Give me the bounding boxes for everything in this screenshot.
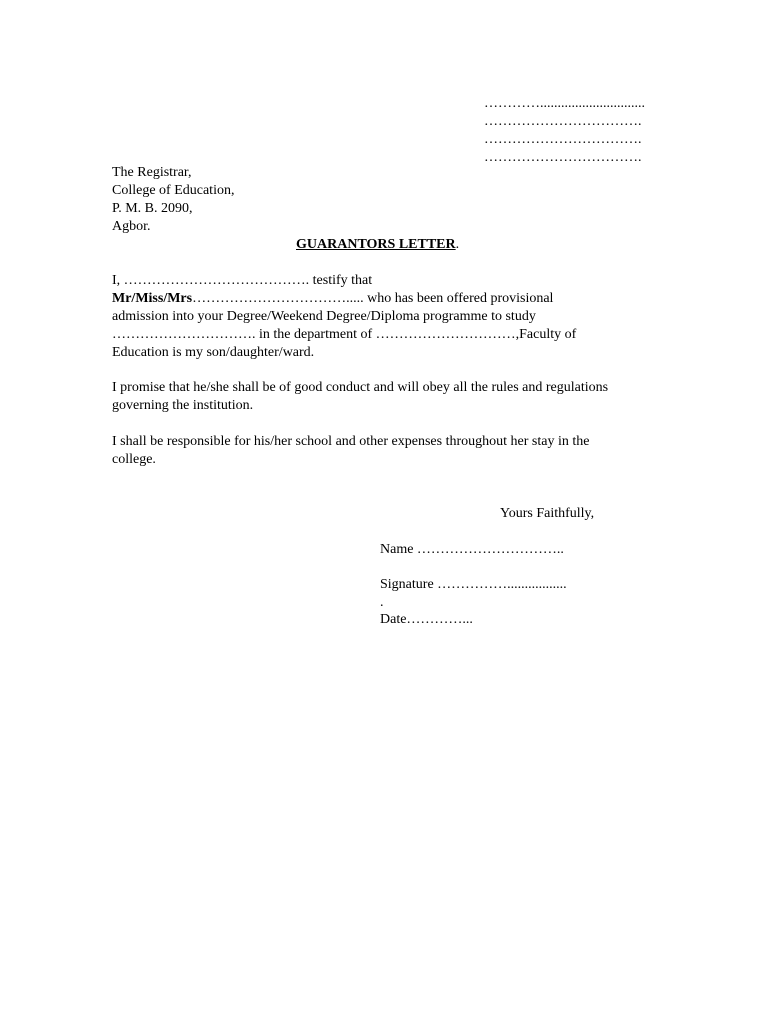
letter-heading	[296, 236, 459, 254]
paragraph1-line-5: Education is my son/daughter/ward.	[112, 345, 315, 360]
paragraph2-line-1: I promise that he/she shall be of good conduct and will obey all the rules and regulations	[112, 380, 609, 395]
paragraph2-line-2: governing the institution.	[112, 398, 254, 413]
paragraph1-line-3: admission into your Degree/Weekend Degree/Diploma programme to study	[112, 309, 536, 324]
recipient-line-3: P. M. B. 2090,	[112, 201, 193, 216]
recipient-line-4: Agbor.	[112, 219, 151, 234]
sender-address-line-4: …………………………….	[484, 150, 642, 165]
valediction: Yours Faithfully,	[500, 506, 595, 521]
sender-address-line-3: …………………………….	[484, 132, 642, 147]
recipient-line-1: The Registrar,	[112, 165, 192, 180]
paragraph1-line-4: …………………………. in the department of …………………………,Faculty of	[112, 327, 577, 342]
date-line: Date…………...	[380, 612, 473, 627]
letter-heading-trailing: .	[455, 237, 460, 252]
sender-address-line-1: …………..............................	[484, 96, 645, 111]
name-line: Name …………………………..	[380, 542, 564, 557]
signature-line: Signature …………….................	[380, 577, 567, 592]
title-options: Mr/Miss/Mrs	[112, 291, 193, 306]
paragraph1-line-2-rest: ……………………………..... who has been offered provisional	[192, 291, 554, 306]
paragraph3-line-2: college.	[112, 452, 156, 467]
recipient-line-2: College of Education,	[112, 183, 235, 198]
paragraph1-line-2	[112, 290, 553, 308]
paragraph1-line-1: I, …………………………………. testify that	[112, 273, 373, 288]
sender-address-line-2: …………………………….	[484, 114, 642, 129]
stray-dot: .	[380, 595, 384, 610]
letter-heading-title: GUARANTORS LETTER	[296, 237, 456, 252]
paragraph3-line-1: I shall be responsible for his/her school and other expenses throughout her stay in the	[112, 434, 590, 449]
